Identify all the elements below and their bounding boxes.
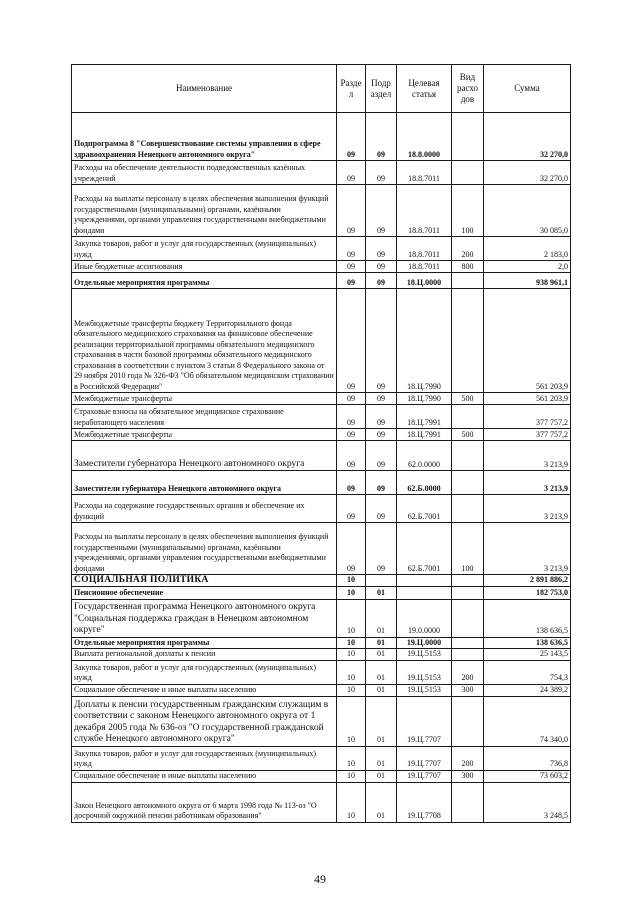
row-kind-cell	[452, 575, 484, 587]
row-target-cell: 19.Ц.5153	[397, 684, 452, 696]
row-target-cell: 18.8.7011	[397, 261, 452, 273]
row-name-cell: Пенсионное обеспечение	[72, 586, 337, 599]
table-row	[72, 289, 571, 393]
row-kind-cell	[452, 599, 484, 637]
row-subsection-cell: 09	[366, 113, 397, 161]
row-subsection-cell: 09	[366, 393, 397, 405]
row-amount-cell: 32 270,0	[484, 113, 571, 161]
row-section-cell: 09	[337, 185, 366, 237]
row-name-cell: Закупка товаров, работ и услуг для государственных (муниципальных) нужд	[72, 237, 337, 261]
row-section-cell: 10	[337, 746, 366, 770]
row-name-cell: Расходы на выплаты персоналу в целях обеспечения выполнения функций государственными (муниципальными) органами, казёнными учреждениями, органами управления государственными внебюджетными фондами	[72, 185, 337, 237]
table-row	[72, 113, 571, 161]
table-row	[72, 393, 571, 405]
row-subsection-cell: 09	[366, 441, 397, 471]
table-row	[72, 471, 571, 495]
row-kind-cell	[452, 649, 484, 661]
row-kind-cell	[452, 696, 484, 746]
row-name-cell: Иные бюджетные ассигнования	[72, 261, 337, 273]
row-name-cell: Государственная программа Ненецкого автономного округа "Социальная поддержка граждан в Ненецком автономном округе"	[72, 599, 337, 637]
row-subsection-cell: 09	[366, 185, 397, 237]
row-target-cell: 19.Ц.7707	[397, 770, 452, 782]
row-section-cell: 09	[337, 237, 366, 261]
row-name-cell: Социальное обеспечение и иные выплаты населению	[72, 684, 337, 696]
row-kind-cell	[452, 113, 484, 161]
row-section-cell: 10	[337, 637, 366, 649]
row-section-cell: 09	[337, 113, 366, 161]
row-amount-cell: 73 603,2	[484, 770, 571, 782]
row-section-cell: 09	[337, 289, 366, 393]
row-amount-cell: 2 891 886,2	[484, 575, 571, 587]
row-target-cell	[397, 586, 452, 599]
row-section-cell: 09	[337, 161, 366, 185]
row-amount-cell: 561 203,9	[484, 393, 571, 405]
row-section-cell: 10	[337, 770, 366, 782]
row-kind-cell	[452, 273, 484, 289]
row-name-cell: Межбюджетные трансферты	[72, 429, 337, 441]
row-target-cell: 18.Ц.7991	[397, 405, 452, 429]
row-target-cell: 62.Б.7001	[397, 495, 452, 523]
row-kind-cell: 500	[452, 393, 484, 405]
row-kind-cell: 200	[452, 660, 484, 684]
row-kind-cell: 300	[452, 770, 484, 782]
row-kind-cell: 800	[452, 261, 484, 273]
row-subsection-cell: 01	[366, 782, 397, 822]
header-name: Наименование	[72, 65, 337, 113]
header-kind: Вид расхо дов	[452, 65, 484, 113]
row-kind-cell: 200	[452, 746, 484, 770]
row-section-cell: 09	[337, 471, 366, 495]
row-amount-cell: 2,0	[484, 261, 571, 273]
row-section-cell: 09	[337, 405, 366, 429]
table-row	[72, 696, 571, 746]
table-row	[72, 185, 571, 237]
row-subsection-cell	[366, 575, 397, 587]
row-amount-cell: 3 213,9	[484, 495, 571, 523]
table-body	[72, 113, 571, 823]
row-target-cell: 18.Ц.7991	[397, 429, 452, 441]
row-section-cell: 10	[337, 782, 366, 822]
row-name-cell: Расходы на содержание государственных органов и обеспечение их функций	[72, 495, 337, 523]
table-row	[72, 523, 571, 575]
row-amount-cell: 3 213,9	[484, 441, 571, 471]
row-amount-cell: 138 636,5	[484, 637, 571, 649]
table-row	[72, 684, 571, 696]
row-name-cell: Подпрограмма 8 "Совершенствование системы управления в сфере здравоохранения Ненецкого автономного округа"	[72, 113, 337, 161]
row-amount-cell: 754,3	[484, 660, 571, 684]
row-name-cell: Закупка товаров, работ и услуг для государственных (муниципальных) нужд	[72, 660, 337, 684]
row-kind-cell	[452, 471, 484, 495]
row-target-cell: 18.8.7011	[397, 161, 452, 185]
row-subsection-cell: 01	[366, 770, 397, 782]
header-target: Целевая статья	[397, 65, 452, 113]
row-target-cell: 19.Ц.7708	[397, 782, 452, 822]
row-amount-cell: 30 085,0	[484, 185, 571, 237]
table-row	[72, 161, 571, 185]
row-subsection-cell: 01	[366, 637, 397, 649]
row-kind-cell	[452, 495, 484, 523]
row-subsection-cell: 09	[366, 471, 397, 495]
row-target-cell: 62.Б.0000	[397, 471, 452, 495]
row-kind-cell: 100	[452, 523, 484, 575]
row-kind-cell: 300	[452, 684, 484, 696]
row-section-cell: 10	[337, 586, 366, 599]
table-row	[72, 261, 571, 273]
row-kind-cell: 200	[452, 237, 484, 261]
table-row	[72, 770, 571, 782]
row-subsection-cell: 01	[366, 746, 397, 770]
row-name-cell: Межбюджетные трансферты бюджету Территориального фонда обязательного медицинского страхования на финансовое обеспечение реализации территориальной программы обязательного медицинского страхования в части базовой программы обязательного медицинского страхования в соответствии с пунктом 3 статьи 8 Федерального закона от 29 ноября 2010 года № 326-ФЗ "Об обязательном медицинском страховании в Российской Федерации"	[72, 289, 337, 393]
row-subsection-cell: 09	[366, 495, 397, 523]
row-target-cell: 18.Ц.0000	[397, 273, 452, 289]
row-name-cell: Социальное обеспечение и иные выплаты населению	[72, 770, 337, 782]
row-name-cell: Заместители губернатора Ненецкого автономного округа	[72, 441, 337, 471]
row-target-cell: 18.8.7011	[397, 237, 452, 261]
row-target-cell: 19.Ц.5153	[397, 660, 452, 684]
table-row	[72, 495, 571, 523]
row-target-cell: 19.Ц.0000	[397, 637, 452, 649]
table-row	[72, 237, 571, 261]
row-target-cell: 19.0.0000	[397, 599, 452, 637]
budget-table	[71, 64, 571, 823]
table-row	[72, 746, 571, 770]
header-amount: Сумма	[484, 65, 571, 113]
row-name-cell: Расходы на обеспечение деятельности подведомственных казённых учреждений	[72, 161, 337, 185]
row-kind-cell	[452, 586, 484, 599]
table-row	[72, 586, 571, 599]
row-target-cell: 62.Б.7001	[397, 523, 452, 575]
row-amount-cell: 24 389,2	[484, 684, 571, 696]
row-name-cell: Страховые взносы на обязательное медицинское страхование неработающего населения	[72, 405, 337, 429]
row-amount-cell: 74 340,0	[484, 696, 571, 746]
row-subsection-cell: 09	[366, 523, 397, 575]
row-amount-cell: 561 203,9	[484, 289, 571, 393]
row-section-cell: 10	[337, 575, 366, 587]
row-kind-cell	[452, 161, 484, 185]
row-subsection-cell: 01	[366, 696, 397, 746]
table-row	[72, 649, 571, 661]
row-section-cell: 09	[337, 273, 366, 289]
row-amount-cell: 3 213,9	[484, 523, 571, 575]
row-subsection-cell: 01	[366, 684, 397, 696]
row-section-cell: 09	[337, 261, 366, 273]
row-target-cell: 19.Ц.7707	[397, 746, 452, 770]
row-amount-cell: 32 270,0	[484, 161, 571, 185]
table-row	[72, 782, 571, 822]
row-subsection-cell: 01	[366, 660, 397, 684]
row-target-cell: 18.Ц.7990	[397, 289, 452, 393]
row-target-cell: 18.Ц.7990	[397, 393, 452, 405]
table-row	[72, 637, 571, 649]
row-amount-cell: 25 143,5	[484, 649, 571, 661]
table-row	[72, 405, 571, 429]
table-row	[72, 575, 571, 587]
row-amount-cell: 2 183,0	[484, 237, 571, 261]
row-name-cell: СОЦИАЛЬНАЯ ПОЛИТИКА	[72, 575, 337, 587]
table-row	[72, 429, 571, 441]
row-target-cell: 18.8.7011	[397, 185, 452, 237]
row-amount-cell: 138 636,5	[484, 599, 571, 637]
row-kind-cell: 100	[452, 185, 484, 237]
row-name-cell: Межбюджетные трансферты	[72, 393, 337, 405]
row-amount-cell: 736,8	[484, 746, 571, 770]
row-kind-cell	[452, 782, 484, 822]
row-section-cell: 09	[337, 441, 366, 471]
row-section-cell: 10	[337, 696, 366, 746]
row-name-cell: Закон Ненецкого автономного округа от 6 марта 1998 года № 113-оз "О досрочной окружной пенсии работникам образования"	[72, 782, 337, 822]
row-name-cell: Заместители губернатора Ненецкого автономного округа	[72, 471, 337, 495]
row-kind-cell	[452, 405, 484, 429]
row-subsection-cell: 09	[366, 429, 397, 441]
row-subsection-cell: 01	[366, 649, 397, 661]
row-section-cell: 10	[337, 660, 366, 684]
row-target-cell: 18.8.0000	[397, 113, 452, 161]
row-section-cell: 09	[337, 495, 366, 523]
row-subsection-cell: 01	[366, 586, 397, 599]
row-subsection-cell: 09	[366, 161, 397, 185]
row-name-cell: Отдельные мероприятия программы	[72, 637, 337, 649]
table-row	[72, 273, 571, 289]
row-name-cell: Доплаты к пенсии государственным гражданским служащим в соответствии с законом Ненецкого автономного округа от 1 декабря 2005 года № 636-оз "О государственной гражданской службе Ненецкого автономного округа"	[72, 696, 337, 746]
row-name-cell: Выплата региональной доплаты к пенсии	[72, 649, 337, 661]
row-amount-cell: 3 248,5	[484, 782, 571, 822]
header-subsection: Подр аздел	[366, 65, 397, 113]
header-section: Разде л	[337, 65, 366, 113]
row-name-cell: Закупка товаров, работ и услуг для государственных (муниципальных) нужд	[72, 746, 337, 770]
row-name-cell: Отдельные мероприятия программы	[72, 273, 337, 289]
row-section-cell: 09	[337, 429, 366, 441]
row-subsection-cell: 09	[366, 405, 397, 429]
table-row	[72, 660, 571, 684]
page-number: 49	[314, 872, 326, 886]
row-subsection-cell: 09	[366, 261, 397, 273]
row-section-cell: 10	[337, 684, 366, 696]
row-amount-cell: 938 961,1	[484, 273, 571, 289]
row-target-cell	[397, 575, 452, 587]
table-header-row	[72, 65, 571, 113]
row-amount-cell: 377 757,2	[484, 429, 571, 441]
row-amount-cell: 182 753,0	[484, 586, 571, 599]
row-target-cell: 62.0.0000	[397, 441, 452, 471]
row-subsection-cell: 09	[366, 237, 397, 261]
row-target-cell: 19.Ц.5153	[397, 649, 452, 661]
row-name-cell: Расходы на выплаты персоналу в целях обеспечения выполнения функций государственными (муниципальными) органами, казёнными учреждениями, органами управления государственными внебюджетными фондами	[72, 523, 337, 575]
table-row	[72, 599, 571, 637]
row-amount-cell: 3 213,9	[484, 471, 571, 495]
row-section-cell: 10	[337, 599, 366, 637]
row-kind-cell	[452, 289, 484, 393]
row-section-cell: 10	[337, 649, 366, 661]
row-kind-cell	[452, 637, 484, 649]
row-kind-cell: 500	[452, 429, 484, 441]
row-subsection-cell: 09	[366, 273, 397, 289]
row-section-cell: 09	[337, 393, 366, 405]
row-subsection-cell: 01	[366, 599, 397, 637]
row-target-cell: 19.Ц.7707	[397, 696, 452, 746]
table-row	[72, 441, 571, 471]
row-section-cell: 09	[337, 523, 366, 575]
row-subsection-cell: 09	[366, 289, 397, 393]
row-amount-cell: 377 757,2	[484, 405, 571, 429]
row-kind-cell	[452, 441, 484, 471]
